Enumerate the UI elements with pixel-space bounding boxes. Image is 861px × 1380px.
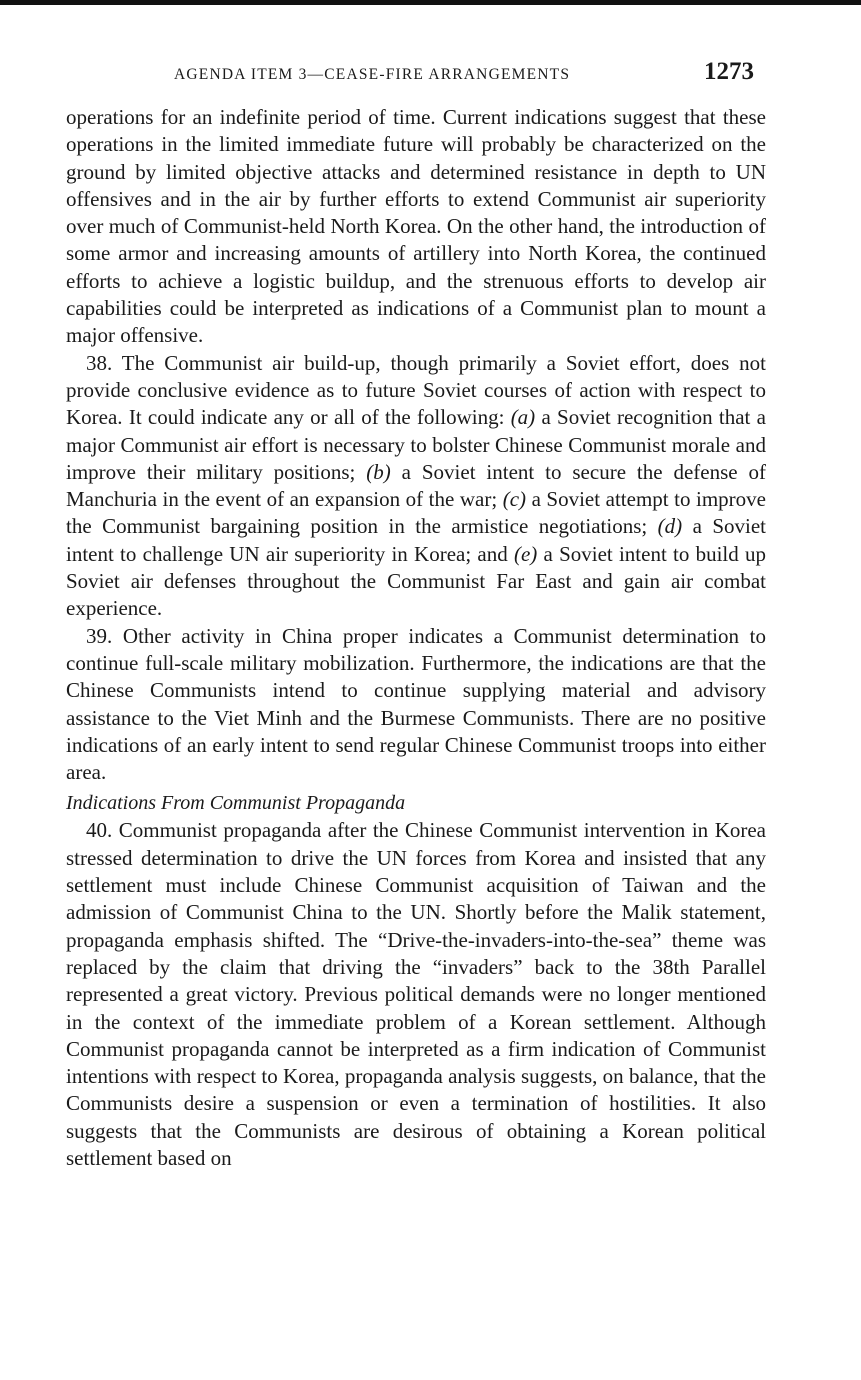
paragraph-39: 39. Other activity in China proper indicates a Communist determination to continue full-scale military mobilization. Furthermore, the indications are that the Chinese Communists intend to continue supplying material and advisory assistance to the Viet Minh and the Burmese Communists. There are no positive indications of an early intent to send regular Chinese Communist troops into either area. [66, 623, 766, 785]
running-title: AGENDA ITEM 3—CEASE-FIRE ARRANGEMENTS [174, 66, 571, 83]
p38-item-a-label: (a) [510, 405, 536, 430]
p38-item-b-label: (b) [366, 459, 391, 484]
page-number: 1273 [704, 58, 754, 85]
p38-item-d-label: (d) [657, 514, 683, 539]
p38-item-d-text: a Soviet intent to challenge UN air superiority in Korea; and [66, 514, 766, 566]
p38-item-a-text: a Soviet recognition that a major Communist air effort is necessary to bolster Chinese Communist morale and improve their military positions; [66, 405, 766, 484]
document-page [66, 58, 766, 1172]
paragraph-38 [66, 350, 766, 623]
p38-lead: 38. The Communist air build-up, though primarily a Soviet effort, does not provide conclusive evidence as to future Soviet courses of action with respect to Korea. It could indicate any or all of the following: [66, 350, 766, 430]
p38-item-e-label: (e) [513, 541, 538, 566]
p38-item-e-text: a Soviet intent to build up Soviet air defenses throughout the Communist Far East and gain air combat experience. [66, 541, 766, 621]
paragraph-continued: operations for an indefinite period of time. Current indications suggest that these operations in the limited immediate future will probably be characterized on the ground by limited objective attacks and determined resistance in depth to UN offensives and in the air by further efforts to extend Communist air superiority over much of Communist-held North Korea. On the other hand, the introduction of some armor and increasing amounts of artillery into North Korea, the continued efforts to achieve a logistic buildup, and the strenuous efforts to develop air capabilities could be interpreted as indications of a Communist plan to mount a major offensive. [66, 105, 766, 348]
running-header [66, 58, 766, 92]
p38-item-c-label: (c) [502, 487, 527, 512]
top-edge-rule [0, 0, 861, 5]
p38-item-c-text: a Soviet attempt to improve the Communist bargaining position in the armistice negotiations; [66, 487, 766, 539]
paragraph-40: 40. Communist propaganda after the Chinese Communist intervention in Korea stressed determination to drive the UN forces from Korea and insisted that any settlement must include Chinese Communist acquisition of Taiwan and the admission of Communist China to the UN. Shortly before the Malik statement, propaganda emphasis shifted. The “Drive-the-invaders-into-the-sea” theme was replaced by the claim that driving the “invaders” back to the 38th Parallel represented a great victory. Previous political demands were no longer mentioned in the context of the immediate problem of a Korean settlement. Although Communist propaganda cannot be interpreted as a firm indication of Communist intentions with respect to Korea, propaganda analysis suggests, on balance, that the Communists desire a suspension or even a termination of hostilities. It also suggests that the Communists are desirous of obtaining a Korean political settlement based on [66, 818, 766, 1170]
p38-item-b-text: a Soviet intent to secure the defense of Manchuria in the event of an expansion of the war; [66, 459, 766, 512]
section-heading: Indications From Communist Propaganda [66, 792, 406, 815]
